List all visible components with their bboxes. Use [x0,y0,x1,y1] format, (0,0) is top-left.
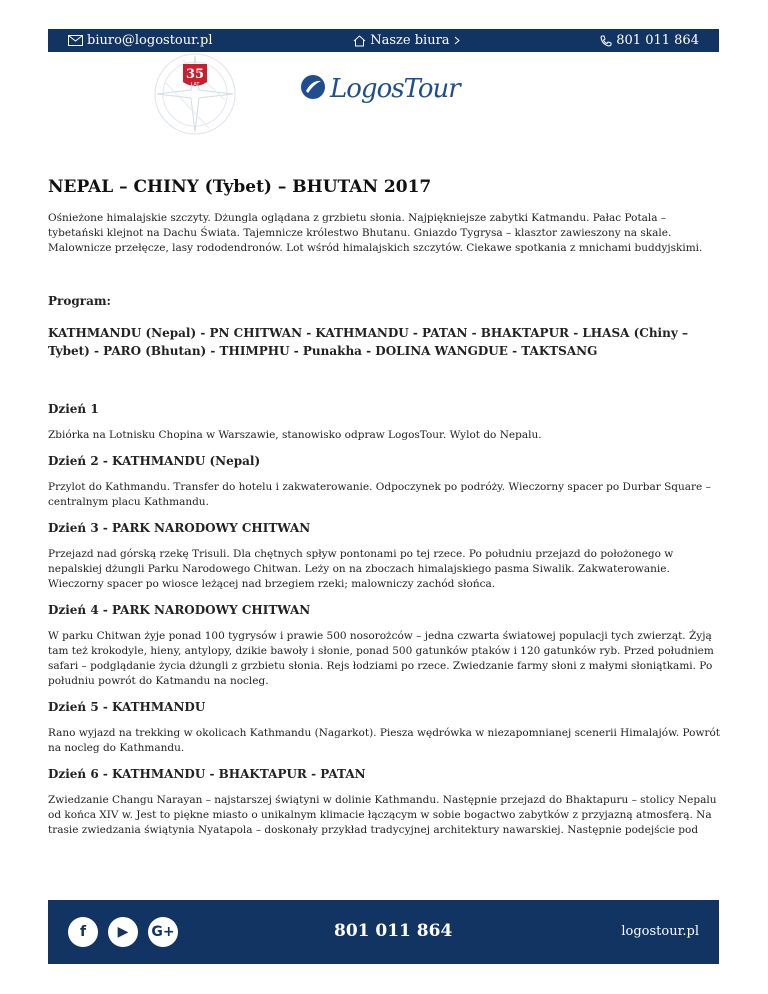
google-plus-glyph: G+ [151,924,175,940]
facebook-glyph: f [79,924,87,940]
day-section [48,700,720,756]
top-contact-bar [48,29,719,52]
footer-phone[interactable]: 801 011 864 [334,921,453,941]
offices-text: Nasze biura [370,33,450,48]
day-text: Zwiedzanie Changu Narayan – najstarszej świątyni w dolinie Kathmandu. Następnie przejazd do Bhaktapuru – stolicy Nepalu od końca XIV w. Jest to piękne miasto o unikalnym klimacie łączącym w sobie bogactwo zabytków z przyjazną atmosferą. Na trasie zwiedzania świątynia Nyatapola – doskonały przykład tradycyjnej architektury nawarskiej. Następnie podejście pod [48,794,717,836]
day-text: Przejazd nad górską rzekę Trisuli. Dla chętnych spływ pontonami po tej rzece. Po południu przejazd do położonego w nepalskiej dżungli Parku Narodowego Chitwan. Leży on na zboczach himalajskiego pasma Siwalik. Zakwaterowanie. Wieczorny spacer po wiosce leżącej nad brzegiem rzeki; malowniczy zachód słońca. [48,548,674,590]
day-text: Przylot do Kathmandu. Transfer do hotelu i zakwaterowanie. Odpoczynek po podróży. Wieczorny spacer po Durbar Square – centralnym placu Kathmandu. [48,481,711,508]
home-icon [353,35,366,47]
trip-content [48,177,720,849]
day-title: Dzień 4 - PARK NARODOWY CHITWAN [48,603,311,617]
youtube-glyph: ▶ [117,924,129,940]
day-title: Dzień 5 - KATHMANDU [48,700,206,714]
anniversary-badge [153,52,237,136]
day-text: W parku Chitwan żyje ponad 100 tygrysów i prawie 500 nosorożców – jedna czwarta światowej populacji tych zwierząt. Żyją tam też krokodyle, hieny, antylopy, dzikie bawoły i słonie, ponad 500 gatunków ptaków i 120 gatunków ryb. Przed południem safari – podglądanie życia dżungli z grzbietu słonia. Rejs łodziami po rzece. Zwiedzanie farmy słoni z małymi słoniątkami. Po południu powrót do Katmandu na nocleg. [48,630,714,687]
chevron-right-icon [454,36,460,45]
logostour-logo[interactable] [300,74,460,104]
email-text: biuro@logostour.pl [87,33,213,48]
logo-mark-icon [300,74,326,104]
day-title: Dzień 3 - PARK NARODOWY CHITWAN [48,521,311,535]
badge-sub: LAT [190,82,200,88]
phone-icon [600,35,612,47]
logo-text: LogosTour [330,74,460,104]
offices-link[interactable] [353,33,459,48]
day-title: Dzień 1 [48,402,99,416]
footer-bar [48,900,719,964]
day-title: Dzień 6 - KATHMANDU - BHAKTAPUR - PATAN [48,767,366,781]
envelope-icon [68,35,83,46]
intro-text: Ośnieżone himalajskie szczyty. Dżungla oglądana z grzbietu słonia. Najpiękniejsze zabytki Katmandu. Pałac Potala – tybetański klejnot na Dachu Świata. Tajemnicze królestwo Bhutanu. Gniazdo Tygrysa – klasztor zawieszony na skale. Malownicze przełęcze, lasy rododendronów. Lot wśród himalajskich szczytów. Ciekawe spotkania z mnichami buddyjskimi. [48,212,703,254]
day-title: Dzień 2 - KATHMANDU (Nepal) [48,454,261,468]
program-heading: Program: [48,294,111,308]
email-link[interactable] [68,33,213,48]
day-section [48,402,720,443]
facebook-icon[interactable] [68,917,98,947]
youtube-icon[interactable] [108,917,138,947]
day-section [48,521,720,592]
phone-link[interactable] [600,33,699,48]
footer-website-link[interactable]: logostour.pl [621,924,699,939]
social-links [68,917,178,947]
page-title: NEPAL – CHINY (Tybet) – BHUTAN 2017 [48,177,432,197]
program-route: KATHMANDU (Nepal) - PN CHITWAN - KATHMANDU - PATAN - BHAKTAPUR - LHASA (Chiny – Tybet) - PARO (Bhutan) - THIMPHU - Punakha - DOLINA WANGDUE - TAKTSANG [48,326,688,358]
google-plus-icon[interactable] [148,917,178,947]
day-text: Rano wyjazd na trekking w okolicach Kathmandu (Nagarkot). Piesza wędrówka w niezapomnianej scenerii Himalajów. Powrót na nocleg do Kathmandu. [48,727,720,754]
phone-text: 801 011 864 [616,33,699,48]
badge-number: 35 [185,67,205,82]
day-section [48,767,720,838]
day-section [48,603,720,689]
day-section [48,454,720,510]
day-text: Zbiórka na Lotnisku Chopina w Warszawie, stanowisko odpraw LogosTour. Wylot do Nepalu. [48,429,542,441]
